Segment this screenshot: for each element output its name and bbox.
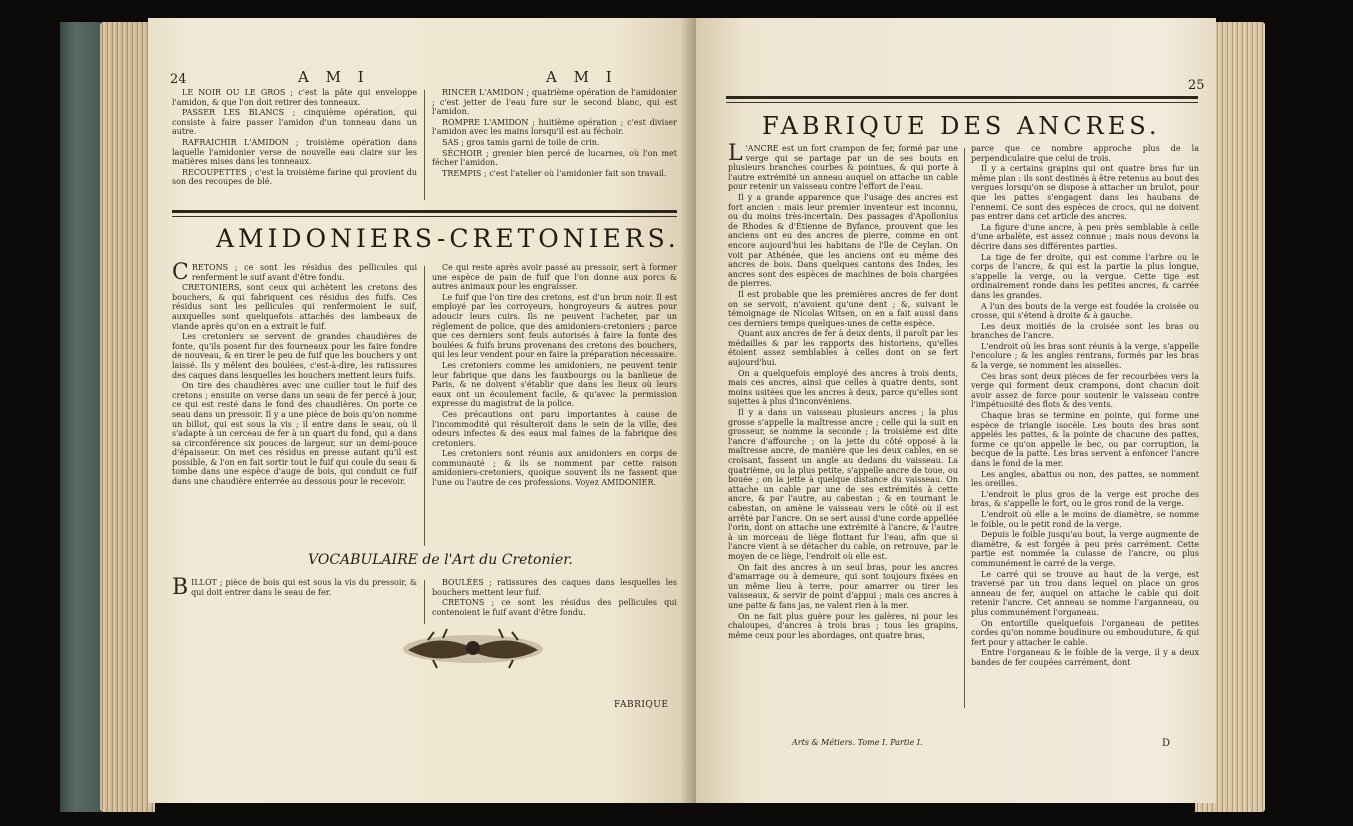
paragraph: On a quelquefois employé des ancres à trois dents, mais ces ancres, ainsi que celles à quatre dents, sont moins usitées que les ancres à deux, parce qu'elles sont sujettes à plus d'inconvéniens. bbox=[728, 368, 958, 407]
paragraph: Les angles, abattus ou non, des pattes, se nomment les oreilles. bbox=[971, 469, 1199, 489]
section-rule-thin bbox=[172, 216, 677, 217]
paragraph bbox=[728, 141, 958, 192]
paragraph: Il est probable que les premières ancres de fer dont on se servoit, n'avoient qu'une dent ; &, suivant le témoignage de Nicolas Witsen, on en a fait aussi dans ces derniers temps quelques-unes de cette espèce. bbox=[728, 289, 958, 328]
drop-cap: C bbox=[172, 260, 189, 285]
paragraph: TREMPIS ; c'est l'atelier où l'amidonier fait son travail. bbox=[442, 168, 667, 178]
paragraph: L'endroit le plus gros de la verge est proche des bras, & s'appelle le fort, ou le gros rond de la verge. bbox=[971, 489, 1199, 509]
paragraph: Il y a dans un vaisseau plusieurs ancres ; la plus grosse s'appelle la maîtresse ancre ; celle qui la suit en grosseur, se nomme la seconde ; la troisième est dite l'ancre d'affourche ; on la jette du côté opposé à la maîtresse ancre, de manière que les deux cables, en se croisant, fassent un angle au dedans du vaisseau. La quatrième, ou la plus petite, s'appelle ancre de toue, ou bouée ; on la jette à quelque distance du vaisseau. On attache un cable par une de ses extrémités à cette ancre, & par l'autre, au cabestan ; & en tournant le cabestan, on amène le vaisseau vers le côté où il est arrêté par l'ancre. On se sert aussi d'une corde appellée l'orin, dont on attache une extrémité à l'ancre, & l'autre à un morceau de liège flottant fur l'eau, afin que si l'ancre vient à se détacher du cable, on retrouve, par le moyen de ce liège, l'endroit où elle est. bbox=[728, 408, 958, 561]
paragraph: Chaque bras se termine en pointe, qui forme une espèce de triangle isocèle. Les bouts des bras sont appelés les pattes, & la pointe de chacune des pattes, forme ce qu'on appelle le bec, ou par corruption, la becque de la patte. Les bras servent à enfoncer l'ancre dans le fond de la mer. bbox=[971, 411, 1199, 468]
paragraph: Le carré qui se trouve au haut de la verge, est traversé par un trou dans lequel on place un gros anneau de fer, auquel on attache le cable qui doit retenir l'ancre. Cet anneau se nomme l'arganneau, ou plus communément l'organeau. bbox=[971, 569, 1199, 617]
vocabulary-title: VOCABULAIRE de l'Art du Cretonier. bbox=[308, 552, 573, 568]
paragraph: On ne fait plus guère pour les galères, ni pour les chaloupes, d'ancres à trois bras ; tous les grapins, même ceux pour les abordages, ont quatre bras, bbox=[728, 611, 958, 640]
page-edges-left bbox=[100, 22, 155, 812]
paragraph: Ces bras sont deux pièces de fer recourbées vers la verge qui forment deux crampons, dont chacun doit avoir assez de force pour soutenir le vaisseau contre l'impétuosité des flots & des vents. bbox=[971, 371, 1199, 410]
top-column-2 bbox=[432, 88, 677, 179]
catchword: FABRIQUE bbox=[614, 700, 669, 710]
book-cover-edge bbox=[60, 22, 100, 812]
paragraph: Les cretoniers comme les amidoniers, ne peuvent tenir leur fabrique que dans les fauxbourgs ou la banlieue de Paris, & ne doivent s'établir que dans les lieux où leurs eaux ont un écoulement facile, & qu'avec la permission expresse du magistrat de la police. bbox=[432, 360, 677, 409]
right-page bbox=[696, 18, 1216, 803]
paragraph: Les cretoniers se servent de grandes chaudières de fonte, qu'ils posent fur des fourneaux pour les faire fondre de nouveau, & en tirer le peu de fuif que les bouchers y ont laissé. Ils y mêlent des boulées, c'est-à-dire, les ratissures des caques dans lesquelles les bouchers mettent leurs fuifs. bbox=[172, 332, 417, 380]
paragraph: Ce qui reste après avoir passé au pressoir, sert à former une espèce de pain de fuif que l'on donne aux porcs & autres animaux pour les engraisser. bbox=[432, 263, 677, 292]
paragraph: LE NOIR OU LE GROS ; c'est la pâte qui enveloppe l'amidon, & que l'on doit retirer des tonneaux. bbox=[172, 88, 417, 107]
paragraph bbox=[172, 260, 417, 285]
paragraph: La figure d'une ancre, à peu près semblable à celle d'une arbalète, est assez connue ; mais nous devons la décrire dans ses différentes parties. bbox=[971, 222, 1199, 251]
paragraph: On entortille quelquefois l'organeau de petites cordes qu'on nomme boudinure ou embouduture, & qui fert pour y attacher le cable. bbox=[971, 618, 1199, 647]
paragraph: parce que ce nombre approche plus de la perpendiculaire que celui de trois. bbox=[971, 144, 1199, 163]
paragraph: Il y a certains grapins qui ont quatre bras fur un même plan : ils sont destinés à être retenus au bout des vergues lorsqu'on se dispose à attacher un brulot, pour que les pattes s'engagent dans les haubans de l'ennemi. Ce sont des espèces de crocs, qui ne doivent pas entrer dans cet article des ancres. bbox=[971, 164, 1199, 222]
right-column-1 bbox=[728, 141, 958, 641]
paragraph: Entre l'organeau & le foible de la verge, il y a deux bandes de fer coupées carrément, dont bbox=[971, 648, 1199, 667]
paragraph: On tire des chaudières avec une cuiller tout le fuif des cretons ; ensuite on verse dans un seau de fer percé à jour, ce qui est resté dans le fond des chaudières. On porte ce seau dans un pressoir. Il y a une pièce de bois qu'on nomme un billot, qui est sous la vis ; il entre dans le seau, où il s'adapte à un cerceau de fer à un quart du fond, qui a dans sa circonférence six pouces de largeur, sur un demi-pouce d'épaisseur. On met ces résidus en presse autant qu'il est possible, & l'on en fait sortir tout le fuif qui coule du seau & tombe dans une espèce d'auge de bois, qui conduit ce fuif dans une chaudière enterrée au dessous pour le recevoir. bbox=[172, 381, 417, 487]
section-title: FABRIQUE DES ANCRES. bbox=[762, 112, 1161, 140]
paragraph: BOULÉES ; ratissures des caques dans lesquelles les bouchers mettent leur fuif. bbox=[432, 578, 677, 597]
header-rule-thin bbox=[726, 102, 1198, 103]
vocab-column-1 bbox=[172, 575, 417, 600]
paragraph: SAS ; gros tamis garni de toile de crin. bbox=[442, 137, 600, 147]
paragraph: RAFRAICHIR L'AMIDON ; troisième opération dans laquelle l'amidonier verse de nouvelle eau claire sur les matières mises dans les tonneaux. bbox=[172, 137, 417, 167]
paragraph: L'endroit où elle a le moins de diamètre, se nomme le foible, ou le petit rond de la verge. bbox=[971, 509, 1199, 529]
paragraph-text: 'ANCRE est un fort crampon de fer, formé par une verge qui se partage par un de ses bouts en plusieurs branches courbes & pointues, & qui porte à l'autre extrémité un anneau auquel on attache un cable pour retenir un vaisseau contre l'effort de l'eau. bbox=[728, 144, 958, 192]
paragraph: L'endroit où les bras sont réunis à la verge, s'appelle l'encolure ; & les angles rentrans, formés par les bras & la verge, se nomment les aisselles. bbox=[971, 341, 1199, 371]
running-head-right: A M I bbox=[546, 68, 618, 86]
right-column-2 bbox=[971, 144, 1199, 668]
paragraph: Les deux moitiés de la croisée sont les bras ou branches de l'ancre. bbox=[971, 321, 1199, 341]
column-divider bbox=[424, 580, 425, 624]
paragraph: ROMPRE L'AMIDON ; huitième opération ; c'est diviser l'amidon avec les mains lorsqu'il est au féchoir. bbox=[432, 117, 677, 137]
drop-cap: L bbox=[728, 141, 743, 166]
signature-mark: D bbox=[1162, 738, 1171, 749]
paragraph: RECOUPETTES ; c'est la troisième farine qui provient du son des recoupes de blé. bbox=[172, 167, 417, 187]
paragraph: PASSER LES BLANCS ; cinquième opération, qui consiste à faire passer l'amidon d'un tonneau dans un autre. bbox=[172, 108, 417, 137]
header-rule bbox=[726, 96, 1198, 99]
signature-line: Arts & Métiers. Tome I. Partie I. bbox=[792, 738, 923, 747]
paragraph: Le fuif que l'on tire des cretons, est d'un brun noir. Il est employé par les corroyeurs, hongroyeurs & autres pour adoucir leurs cuirs. Ils ne peuvent l'acheter, par un réglement de police, que des amidoniers-cretoniers ; parce que ces derniers sont feuls autorisés à faire la fonte des boulées & fuifs bruns provenans des cretons des bouchers, qui les leur vendent pour en faire la préparation nécessaire. bbox=[432, 292, 677, 360]
main-column-1 bbox=[172, 260, 417, 488]
page-number: 25 bbox=[1188, 78, 1205, 93]
column-divider bbox=[964, 148, 965, 708]
paragraph: Ces précautions ont paru importantes à cause de l'incommodité qui résulteroit dans le sein de la ville, des odeurs infectes & des eaux mal faines de la fabrique des cretoniers. bbox=[432, 409, 677, 448]
main-column-2 bbox=[432, 263, 677, 489]
paragraph-text: ILLOT ; pièce de bois qui est sous la vis du pressoir, & qui doit entrer dans le seau de fer. bbox=[191, 578, 417, 597]
running-head-left: A M I bbox=[298, 68, 370, 86]
paragraph: CRETONIERS, sont ceux qui achètent les cretons des bouchers, & qui fabriquent ces résidus des fuifs. Ces résidus sont les pellicules qui renfermoient le suif, auxquelles sont quelquefois attachés des lambeaux de viande après qu'on en a extrait le fuif. bbox=[172, 283, 417, 331]
paragraph: RINCER L'AMIDON ; quatrième opération de l'amidonier ; c'est jetter de l'eau fure sur le second blanc, qui est l'amidon. bbox=[432, 88, 677, 117]
page-number: 24 bbox=[170, 72, 187, 87]
paragraph: Depuis le foible jusqu'au bout, la verge augmente de diamètre, & est forgée à peu près carrément. Cette partie est nommée la culasse de l'ancre, ou plus communément le carré de la verge. bbox=[971, 530, 1199, 568]
ornament-fleuron-icon bbox=[398, 626, 548, 672]
paragraph-text: RETONS ; ce sont les résidus des pellicules qui renferment le suif avant d'être fondu. bbox=[191, 263, 417, 282]
paragraph: A l'un des bouts de la verge est foudée la croisée ou crosse, qui s'étend à droite & à gauche. bbox=[971, 301, 1199, 321]
column-divider bbox=[424, 90, 425, 200]
paragraph: On fait des ancres à un seul bras, pour les ancres d'amarrage ou à demeure, qui sont toujours fixées en un même lieu à terre, pour amarrer ou tirer les vaisseaux, & servir de point d'appui ; mais ces ancres à une patte & fans jas, ne valent rien à la mer. bbox=[728, 562, 958, 610]
paragraph bbox=[172, 575, 417, 600]
top-column-1 bbox=[172, 88, 417, 188]
paragraph: SÉCHOIR ; grenier bien percé de lucarnes, où l'on met fécher l'amidon. bbox=[432, 148, 677, 168]
section-rule bbox=[172, 210, 677, 213]
paragraph: Quant aux ancres de fer à deux dents, il paroît par les médailles & par les rapports des historiens, qu'elles étoient assez semblables à celles dont on se fert aujourd'hui. bbox=[728, 329, 958, 368]
column-divider bbox=[424, 266, 425, 546]
left-page bbox=[148, 18, 696, 803]
drop-cap: B bbox=[172, 575, 189, 600]
section-title: AMIDONIERS-CRETONIERS. bbox=[216, 224, 680, 253]
open-book bbox=[60, 14, 1265, 814]
paragraph: Les cretoniers sont réunis aux amidoniers en corps de communauté ; & ils se nomment par cette raison amidoniers-cretoniers, quoique souvent ils ne fassent que l'une ou l'autre de ces professions. Voyez AMIDONIER. bbox=[432, 449, 677, 488]
paragraph: Il y a grande apparence que l'usage des ancres est fort ancien : mais leur premier inventeur est inconnu, ou du moins très-incertain. Des passages d'Apollonius de Rhodes & d'Étienne de Byfance, prouvent que les anciens ont eu des ancres de pierre, comme en ont encore aujourd'hui les habitans de l'île de Ceylan. On voit par Athénée, que les anciens ont eu même des ancres de bois. Dans quelques cantons des Indes, les ancres sont des espèces de machines de bois chargées de pierres. bbox=[728, 192, 958, 289]
paragraph: La tige de fer droite, qui est comme l'arbre ou le corps de l'ancre, & qui est la partie la plus longue, s'appelle la verge, ou la vergue. Cette tige est ordinairement ronde dans les petites ancres, & carrée dans les grandes. bbox=[971, 252, 1199, 300]
paragraph: CRETONS ; ce sont les résidus des pellicules qui contenoient le fuif avant d'être fondu. bbox=[432, 598, 677, 617]
vocab-column-2 bbox=[432, 578, 677, 618]
